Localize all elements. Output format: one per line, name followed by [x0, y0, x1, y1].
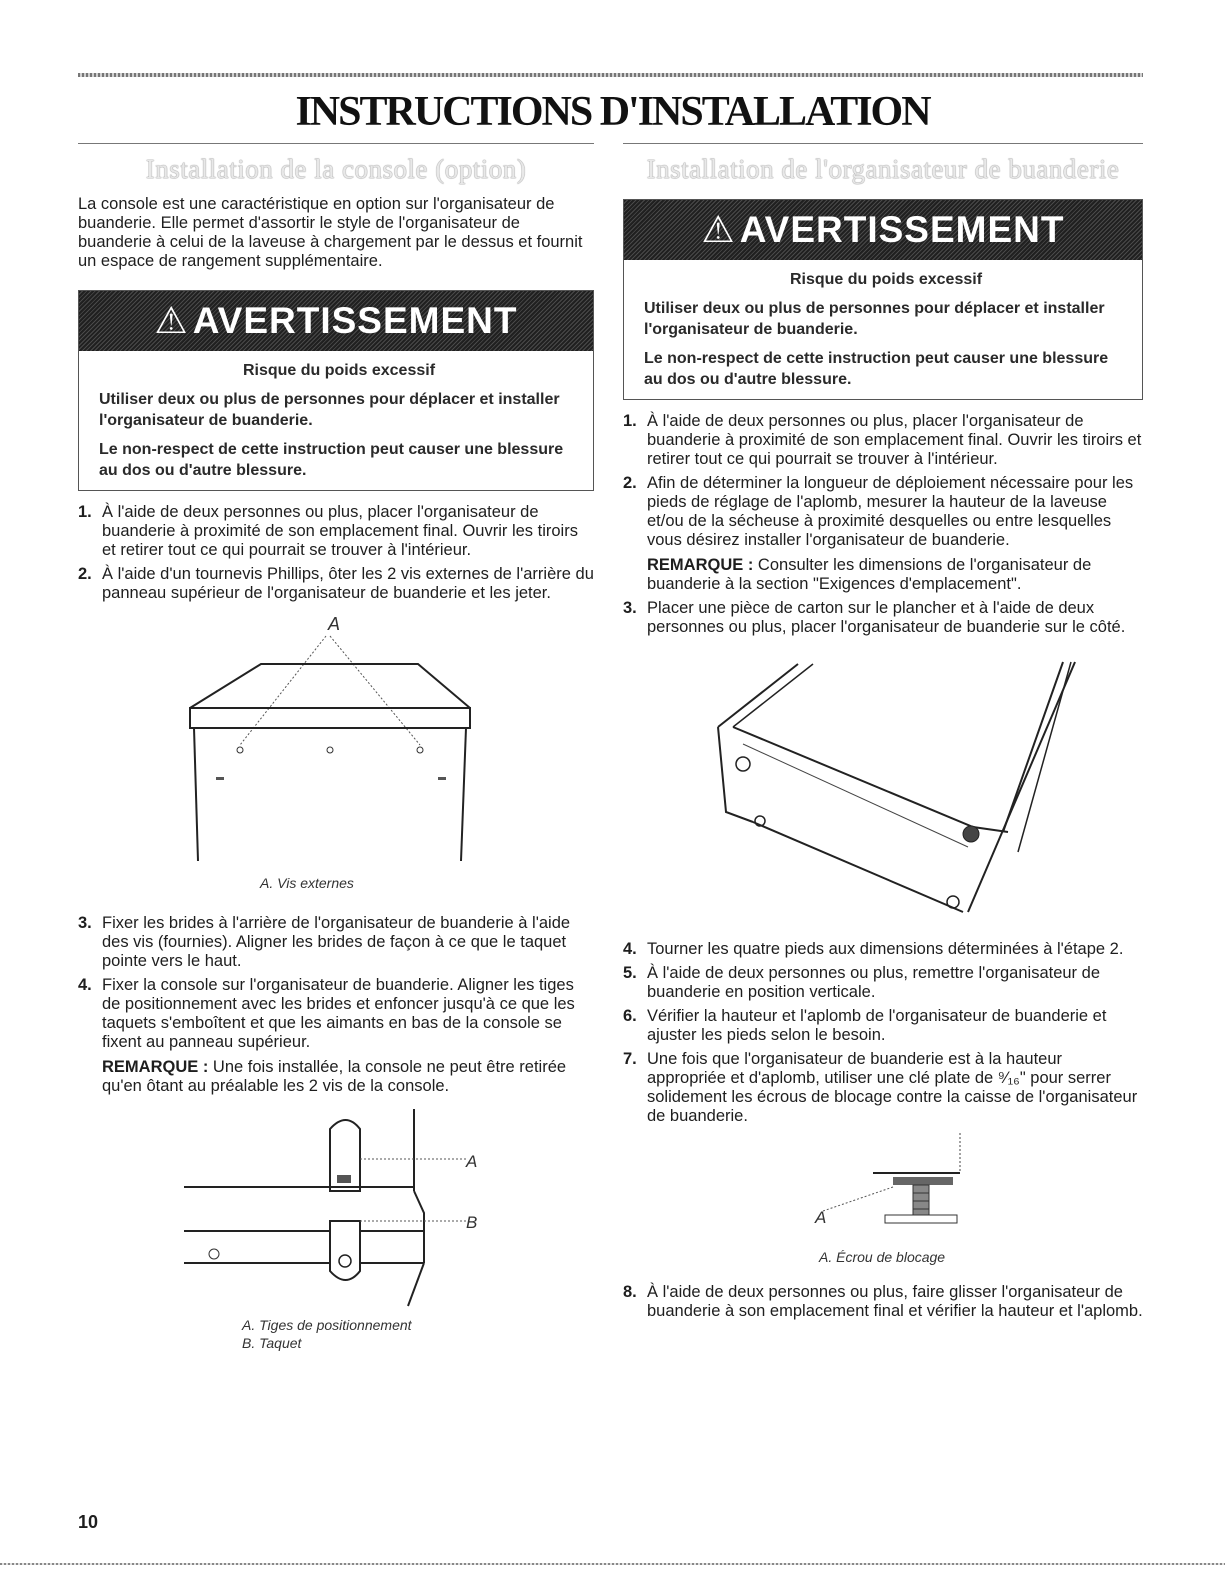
warning-header	[624, 200, 1142, 260]
fig2-caption-b: B. Taquet	[242, 1335, 302, 1351]
right-step-8	[623, 1283, 1143, 1321]
fig2-label-b: B	[466, 1213, 478, 1232]
list-item: 5. À l'aide de deux personnes ou plus, remettre l'organisateur de buanderie en position verticale.	[623, 964, 1100, 1001]
console-note: REMARQUE : Une fois installée, la console ne peut être retirée qu'en ôtant au préalable les 2 vis de la console.	[102, 1058, 567, 1095]
left-steps-1-2	[78, 503, 594, 603]
organizer-top-illustration	[78, 608, 594, 908]
warning-line-1: Utiliser deux ou plus de personnes pour déplacer et installer l'organisateur de buanderie.	[644, 300, 1105, 338]
warning-body	[79, 351, 593, 490]
fig4-caption: A. Écrou de blocage	[819, 1249, 946, 1265]
left-steps-3-4	[78, 914, 594, 1096]
figure-lock-nut	[623, 1131, 1143, 1271]
page-title: INSTRUCTIONS D'INSTALLATION	[295, 89, 930, 135]
warning-risk: Risque du poids excessif	[242, 362, 436, 379]
left-column	[78, 153, 594, 1361]
list-item: 4. Fixer la console sur l'organisateur de buanderie. Aligner les tiges de positionnement avec les brides et enfoncer jusqu'à ce que les taquets s'emboîtent et que les aimants en bas de la console se fixent au panneau supérieur. REMARQUE : Une fois installée, la console ne peut être retirée qu'en ôtant au préalable les 2 vis de la console.	[78, 976, 594, 1096]
figure-organizer-on-side	[623, 642, 1143, 922]
fig1-caption: A. Vis externes	[260, 875, 354, 891]
dimensions-note: REMARQUE : Consulter les dimensions de l'organisateur de buanderie à la section "Exigences d'emplacement".	[647, 556, 1092, 593]
warning-line-2: Le non-respect de cette instruction peut causer une blessure au dos ou d'autre blessure.	[644, 350, 1109, 388]
bracket-illustration	[78, 1101, 594, 1321]
fig1-label-a: A	[328, 614, 341, 634]
figure-console-attachment	[78, 1101, 594, 1361]
fig4-label-a: A	[815, 1208, 827, 1227]
list-item: 3. Fixer les brides à l'arrière de l'organisateur de buanderie à l'aide des vis (fournies). Aligner les brides de façon à ce que le taquet pointe vers le haut.	[78, 914, 571, 970]
list-item: 8. À l'aide de deux personnes ou plus, faire glisser l'organisateur de buanderie à son emplacement final et vérifier la hauteur et l'aplomb.	[623, 1283, 1143, 1320]
list-item: 4. Tourner les quatre pieds aux dimensions déterminées à l'étape 2.	[623, 940, 1124, 958]
warning-heading: AVERTISSEMENT	[192, 300, 518, 341]
right-column	[623, 153, 1143, 1326]
leveling-foot-illustration	[623, 1131, 1143, 1231]
console-intro: La console est une caractéristique en option sur l'organisateur de buanderie. Elle permet d'assortir le style de l'organisateur de buanderie à celui de la laveuse à chargement par le dessus et fournit un espace de rangement supplémentaire.	[78, 195, 583, 270]
right-steps-1-3	[623, 412, 1143, 637]
warning-body	[624, 260, 1142, 399]
right-steps-4-7	[623, 940, 1143, 1126]
list-item: 1. À l'aide de deux personnes ou plus, placer l'organisateur de buanderie à proximité de son emplacement final. Ouvrir les tiroirs et retirer tout ce qui pourrait se trouver à l'intérieur.	[78, 503, 578, 559]
warning-risk: Risque du poids excessif	[789, 271, 983, 288]
list-item: 7. Une fois que l'organisateur de buanderie est à la hauteur appropriée et d'aplomb, utiliser une clé plate de ⁹⁄₁₆" pour serrer solidement les écrous de blocage contre la caisse de l'organisateur de buanderie.	[623, 1050, 1138, 1125]
list-item: 6. Vérifier la hauteur et l'aplomb de l'organisateur de buanderie et ajuster les pieds selon le besoin.	[623, 1007, 1107, 1044]
list-item: 2. Afin de déterminer la longueur de déploiement nécessaire pour les pieds de réglage de l'aplomb, mesurer la hauteur de la laveuse et/ou de la sécheuse à proximité desquelles ou entre lesquelles vous désirez installer l'organisateur de buanderie. REMARQUE : Consulter les dimensions de l'organisateur de buanderie à la section "Exigences d'emplacement".	[623, 474, 1143, 594]
organizer-side-illustration	[623, 642, 1143, 922]
warning-triangle-icon: ⚠	[154, 300, 189, 341]
figure-external-screws	[78, 608, 594, 908]
bottom-dotted-rule	[0, 1563, 1225, 1565]
warning-triangle-icon: ⚠	[701, 209, 736, 250]
fig2-caption-a: A. Tiges de positionnement	[242, 1317, 412, 1333]
right-header-rule	[623, 143, 1143, 144]
right-section-title: Installation de l'organisateur de buanderie	[646, 154, 1120, 184]
left-header-rule	[78, 143, 594, 144]
list-item: 2. À l'aide d'un tournevis Phillips, ôter les 2 vis externes de l'arrière du panneau supérieur de l'organisateur de buanderie et les jeter.	[78, 565, 594, 602]
warning-heading: AVERTISSEMENT	[739, 209, 1065, 250]
warning-header	[79, 291, 593, 351]
right-warning-box	[623, 199, 1143, 400]
warning-line-2: Le non-respect de cette instruction peut causer une blessure au dos ou d'autre blessure.	[99, 441, 564, 479]
page-number: 10	[78, 1512, 99, 1532]
top-dotted-rule	[78, 73, 1143, 77]
left-section-title: Installation de la console (option)	[145, 154, 527, 184]
list-item: 1. À l'aide de deux personnes ou plus, placer l'organisateur de buanderie à proximité de son emplacement final. Ouvrir les tiroirs et retirer tout ce qui pourrait se trouver à l'intérieur.	[623, 412, 1142, 468]
warning-line-1: Utiliser deux ou plus de personnes pour déplacer et installer l'organisateur de buanderie.	[99, 391, 560, 429]
fig2-label-a: A	[466, 1152, 478, 1171]
list-item: 3. Placer une pièce de carton sur le plancher et à l'aide de deux personnes ou plus, placer l'organisateur de buanderie sur le côté.	[623, 599, 1126, 636]
left-warning-box	[78, 290, 594, 491]
